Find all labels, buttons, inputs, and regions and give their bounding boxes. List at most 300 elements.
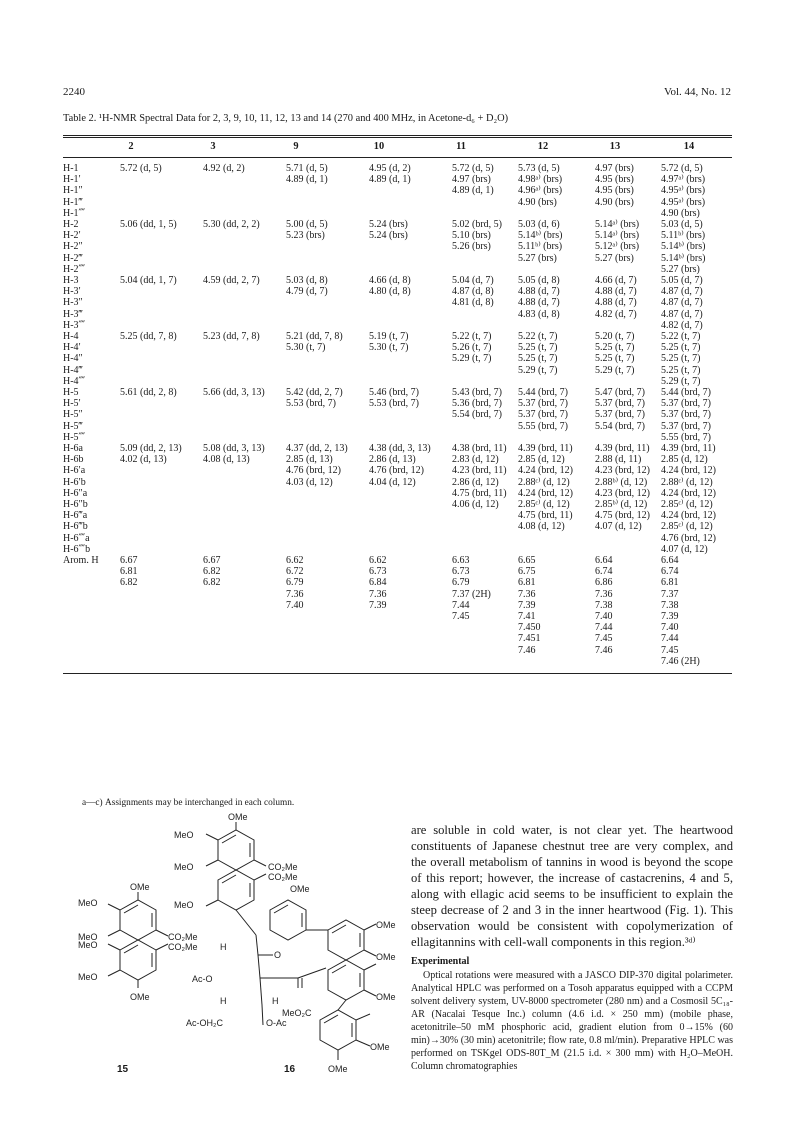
s15-meo-1: MeO <box>78 898 98 908</box>
row-label: H-6a <box>63 443 83 454</box>
table-col-header: 10 <box>373 141 385 152</box>
compound-16-label: 16 <box>284 1064 296 1075</box>
row-label: Arom. H <box>63 555 99 566</box>
table-cell: 6.67 <box>203 555 221 566</box>
table-cell: 4.90 (brs) <box>595 196 634 208</box>
table-cell: 6.79 <box>452 577 470 589</box>
s16-ome-mid: OMe <box>290 884 310 894</box>
s16-meo-1: MeO <box>174 830 194 840</box>
table-bottom-rule <box>63 673 732 674</box>
table-cell: 7.41 <box>518 611 536 622</box>
row-label: H-3′ <box>63 286 81 298</box>
table-row <box>63 376 732 387</box>
table-row <box>63 174 732 185</box>
table-cell: 5.46 (brd, 7) <box>369 387 419 398</box>
row-label: H-2 <box>63 219 79 230</box>
table-cell: 5.22 (t, 7) <box>518 331 558 342</box>
table-cell: 5.72 (d, 5) <box>452 163 494 174</box>
table-cell: 5.25 (t, 7) <box>518 342 558 354</box>
table-cell: 4.87 (d, 7) <box>661 286 703 298</box>
table-cell: 5.37 (brd, 7) <box>595 398 645 410</box>
table-cell: 5.06 (dd, 1, 5) <box>120 219 177 230</box>
row-label: H-2‴ <box>63 252 83 264</box>
table-cell: 4.03 (d, 12) <box>286 476 333 488</box>
table-cell: 4.24 (brd, 12) <box>518 487 573 499</box>
table-cell: 4.37 (dd, 2, 13) <box>286 443 348 454</box>
table-cell: 7.36 <box>595 588 613 600</box>
table-cell: 4.08 (d, 13) <box>203 454 250 466</box>
table-cell: 5.21 (dd, 7, 8) <box>286 331 343 342</box>
table-cell: 6.81 <box>661 577 679 589</box>
table-row <box>63 342 732 353</box>
table-cell: 5.14ᵃ⁾ (brs) <box>595 219 640 230</box>
table-cell: 5.25 (t, 7) <box>661 364 701 376</box>
table-col-header: 2 <box>128 141 134 152</box>
table-row <box>63 409 732 420</box>
table-cell: 4.39 (brd, 11) <box>595 443 650 454</box>
table-row <box>63 230 732 241</box>
table-cell: 5.05 (d, 8) <box>518 275 560 286</box>
row-label: H-4″ <box>63 353 83 365</box>
table-cell: 4.23 (brd, 12) <box>595 465 650 477</box>
table-cell: 5.20 (t, 7) <box>595 331 635 342</box>
table-cell: 7.45 <box>661 644 679 656</box>
row-label: H-3 <box>63 275 79 286</box>
row-label: H-4′ <box>63 342 81 354</box>
table-cell: 4.76 (brd, 12) <box>661 532 716 544</box>
table-cell: 7.38 <box>595 599 613 611</box>
table-row <box>63 544 732 555</box>
footnote-text: Assignments may be interchanged in each column. <box>104 798 295 808</box>
table-cell: 4.89 (d, 1) <box>369 174 411 186</box>
table-cell: 5.55 (brd, 7) <box>518 420 568 432</box>
table-cell: 4.39 (brd, 11) <box>661 443 716 454</box>
table-cell: 5.05 (d, 7) <box>661 275 703 286</box>
table-cell: 5.25 (dd, 7, 8) <box>120 331 177 342</box>
table-cell: 5.72 (d, 5) <box>120 163 162 174</box>
table-cell: 5.61 (dd, 2, 8) <box>120 387 177 398</box>
table-cell: 4.81 (d, 8) <box>452 297 494 309</box>
table-row <box>63 185 732 196</box>
table-cell: 4.02 (d, 13) <box>120 454 167 466</box>
table-cell: 4.82 (d, 7) <box>661 319 703 331</box>
table-col-header: 9 <box>293 141 299 152</box>
compound-15-label: 15 <box>117 1064 129 1075</box>
table-cell: 5.55 (brd, 7) <box>661 431 711 443</box>
table-cell: 5.22 (t, 7) <box>661 331 701 342</box>
row-label: H-2′ <box>63 230 81 242</box>
table-cell: 6.82 <box>203 566 221 578</box>
table-cell: 2.86 (d, 13) <box>369 454 416 466</box>
table-cell: 4.95 (d, 2) <box>369 163 411 174</box>
table-cell: 5.26 (brs) <box>452 241 491 253</box>
table-cell: 5.27 (brs) <box>661 263 700 275</box>
table-cell: 7.39 <box>661 611 679 622</box>
s16-o-1: O <box>274 950 282 960</box>
row-label: H-5′ <box>63 398 81 410</box>
row-label: H-5 <box>63 387 79 398</box>
s16-co2me-1: CO₂Me <box>268 862 298 872</box>
table-cell: 7.45 <box>452 611 470 622</box>
table-cell: 5.29 (t, 7) <box>595 364 635 376</box>
table-cell: 4.96ᵃ⁾ (brs) <box>518 185 563 197</box>
table-cell: 5.08 (dd, 3, 13) <box>203 443 265 454</box>
table-cell: 2.85 (d, 12) <box>518 454 565 466</box>
table-row <box>63 477 732 488</box>
row-label: H-1′ <box>63 174 81 186</box>
table-row <box>63 208 732 219</box>
table-cell: 6.73 <box>452 566 470 578</box>
table-row <box>63 432 732 443</box>
table-row <box>63 387 732 398</box>
table-cell: 2.88ᶜ⁾ (d, 12) <box>518 476 570 488</box>
table-cell: 6.81 <box>518 577 536 589</box>
table-cell: 6.74 <box>595 566 613 578</box>
table-row <box>63 533 732 544</box>
table-cell: 4.90 (brs) <box>518 196 557 208</box>
table-cell: 7.36 <box>286 588 304 600</box>
table-row <box>63 309 732 320</box>
table-row <box>63 163 732 174</box>
table-col-header: 14 <box>683 141 695 152</box>
table-cell: 4.88 (d, 7) <box>595 286 637 298</box>
row-label: H-1 <box>63 163 79 174</box>
table-cell: 6.64 <box>595 555 613 566</box>
table-cell: 7.450 <box>518 622 541 634</box>
table-cell: 5.30 (dd, 2, 2) <box>203 219 260 230</box>
table-cell: 5.00 (d, 5) <box>286 219 328 230</box>
table-cell: 7.40 <box>595 611 613 622</box>
table-cell: 6.86 <box>595 577 613 589</box>
table-cell: 4.75 (brd, 11) <box>518 510 573 522</box>
table-header-row <box>63 135 732 155</box>
table-cell: 5.14ᵇ⁾ (brs) <box>661 241 706 253</box>
table-cell: 2.85 (d, 12) <box>661 454 708 466</box>
row-label: H-2⁗ <box>63 263 86 275</box>
table-cell: 4.66 (d, 8) <box>369 275 411 286</box>
table-cell: 7.44 <box>661 633 679 645</box>
table-cell: 5.10 (brs) <box>452 230 491 242</box>
table-cell: 5.29 (t, 7) <box>452 353 492 365</box>
table-row <box>63 622 732 633</box>
table-row <box>63 264 732 275</box>
table-cell: 7.451 <box>518 633 541 645</box>
row-label: H-5″ <box>63 409 83 421</box>
experimental-text: Optical rotations were measured with a JASCO DIP-370 digital polarimeter. Analytical HPLC was performed on a Tosoh apparatus equipped with a CCPM solvent delivery system, UV-8000 spectrometer (280 nm) and a Cosmosil 5C₁₈-AR (Nacalai Tesque Inc.) column (4.6 i.d. × 250 mm) (mobile phase, acetonitrile–50 mM phosphoric acid, gradient elution from 0→15% (60 min)→30% (30 min) acetonitrile; flow rate, 0.8 ml/min). Preparative HPLC was performed on TSKgel ODS-80T_M (21.5 i.d. × 300 mm) with H₂O–MeOH. Column chromatographies <box>411 970 733 1072</box>
s16-oac: O-Ac <box>266 1018 287 1028</box>
table-cell: 7.39 <box>518 599 536 611</box>
table-row <box>63 365 732 376</box>
table-cell: 5.73 (d, 5) <box>518 163 560 174</box>
table-cell: 5.14ᵇ⁾ (brs) <box>661 252 706 264</box>
table-cell: 5.27 (brs) <box>518 252 557 264</box>
table-cell: 4.24 (brd, 12) <box>518 465 573 477</box>
table-cell: 5.29 (t, 7) <box>518 364 558 376</box>
row-label: H-5‴ <box>63 420 83 432</box>
s15-ome-top: OMe <box>130 882 150 892</box>
table-cell: 4.39 (brd, 11) <box>518 443 573 454</box>
table-row <box>63 253 732 264</box>
table-cell: 5.37 (brd, 7) <box>661 398 711 410</box>
s16-ome-r1: OMe <box>376 920 396 930</box>
row-label: H-6⁗a <box>63 532 90 544</box>
table-cell: 4.38 (dd, 3, 13) <box>369 443 431 454</box>
table-cell: 5.22 (t, 7) <box>452 331 492 342</box>
table-cell: 6.73 <box>369 566 387 578</box>
table-row <box>63 421 732 432</box>
row-label: H-6″a <box>63 487 88 499</box>
table-cell: 4.23 (brd, 12) <box>595 487 650 499</box>
table-row <box>63 320 732 331</box>
table-header-rule <box>63 157 732 158</box>
table-cell: 4.80 (d, 8) <box>369 286 411 298</box>
row-label: H-1⁗ <box>63 207 86 219</box>
table-cell: 4.88 (d, 7) <box>518 286 560 298</box>
page-number: 2240 <box>63 86 85 98</box>
table-cell: 5.25 (t, 7) <box>518 353 558 365</box>
table-cell: 4.87 (d, 7) <box>661 308 703 320</box>
table-row <box>63 454 732 465</box>
table-cell: 5.09 (dd, 2, 13) <box>120 443 182 454</box>
table-cell: 7.40 <box>661 622 679 634</box>
table-cell: 4.75 (brd, 11) <box>452 487 507 499</box>
table-row <box>63 589 732 600</box>
table-cell: 5.25 (t, 7) <box>595 342 635 354</box>
table-cell: 4.98ᵃ⁾ (brs) <box>518 174 563 186</box>
table-cell: 4.95 (brs) <box>595 174 634 186</box>
table-cell: 5.14ᵃ⁾ (brs) <box>595 230 640 242</box>
row-label: H-4⁗ <box>63 375 86 387</box>
table-caption: Table 2. ¹H-NMR Spectral Data for 2, 3, 9, 10, 11, 12, 13 and 14 (270 and 400 MHz, in Acetone-d₆ + D₂O) <box>63 113 509 124</box>
table-cell: 6.82 <box>203 577 221 589</box>
table-cell: 6.62 <box>369 555 387 566</box>
table-cell: 5.44 (brd, 7) <box>661 387 711 398</box>
table-cell: 5.24 (brs) <box>369 219 408 230</box>
s15-co2me-2: CO₂Me <box>168 942 198 952</box>
table-cell: 4.95 (brs) <box>595 185 634 197</box>
table-cell: 4.66 (d, 7) <box>595 275 637 286</box>
table-row <box>63 465 732 476</box>
row-label: H-1″ <box>63 185 83 197</box>
table-cell: 6.75 <box>518 566 536 578</box>
footnote-label: a—c) <box>82 798 103 808</box>
table-cell: 5.02 (brd, 5) <box>452 219 502 230</box>
s16-ome-top: OMe <box>228 812 248 822</box>
table-row <box>63 645 732 656</box>
table-row <box>63 521 732 532</box>
table-row <box>63 510 732 521</box>
table-row <box>63 398 732 409</box>
row-label: H-3⁗ <box>63 319 86 331</box>
table-cell: 6.65 <box>518 555 536 566</box>
table-cell: 7.37 <box>661 588 679 600</box>
s16-ome-r4: OMe <box>370 1042 390 1052</box>
table-row <box>63 611 732 622</box>
table-cell: 4.89 (d, 1) <box>286 174 328 186</box>
row-label: H-3‴ <box>63 308 83 320</box>
s16-acoh2c: Ac-OH₂C <box>186 1018 223 1028</box>
table-cell: 4.24 (brd, 12) <box>661 510 716 522</box>
table-row <box>63 353 732 364</box>
table-row <box>63 577 732 588</box>
row-label: H-6b <box>63 454 84 466</box>
table-cell: 4.82 (d, 7) <box>595 308 637 320</box>
s15-meo-3: MeO <box>78 940 98 950</box>
table-cell: 7.46 <box>518 644 536 656</box>
table-cell: 6.67 <box>120 555 138 566</box>
table-cell: 5.37 (brd, 7) <box>595 409 645 421</box>
table-cell: 5.04 (d, 7) <box>452 275 494 286</box>
table-cell: 5.53 (brd, 7) <box>369 398 419 410</box>
table-cell: 6.79 <box>286 577 304 589</box>
table-cell: 4.06 (d, 12) <box>452 499 499 510</box>
table-cell: 4.89 (d, 1) <box>452 185 494 197</box>
table-cell: 5.71 (d, 5) <box>286 163 328 174</box>
s16-h-2: H <box>220 996 227 1006</box>
chemical-structures <box>58 810 398 1090</box>
s16-co2me-2: CO₂Me <box>268 872 298 882</box>
s16-h-1: H <box>220 942 227 952</box>
table-cell: 4.87 (d, 7) <box>661 297 703 309</box>
table-cell: 7.37 (2H) <box>452 588 491 600</box>
table-cell: 4.97 (brs) <box>452 174 491 186</box>
row-label: H-6″b <box>63 499 88 510</box>
table-cell: 5.37 (brd, 7) <box>661 420 711 432</box>
table-cell: 6.82 <box>120 577 138 589</box>
table-cell: 4.75 (brd, 12) <box>595 510 650 522</box>
s15-meo-2: MeO <box>78 932 98 942</box>
s15-meo-4: MeO <box>78 972 98 982</box>
table-cell: 6.63 <box>452 555 470 566</box>
table-cell: 6.84 <box>369 577 387 589</box>
row-label: H-6′b <box>63 476 86 488</box>
table-cell: 4.88 (d, 7) <box>518 297 560 309</box>
table-cell: 4.95ᵃ⁾ (brs) <box>661 196 706 208</box>
table-cell: 7.40 <box>286 599 304 611</box>
s16-h-3: H <box>272 996 279 1006</box>
table-cell: 6.62 <box>286 555 304 566</box>
table-cell: 2.85ᶜ⁾ (d, 12) <box>661 521 713 533</box>
s15-co2me-1: CO₂Me <box>168 932 198 942</box>
table-cell: 6.81 <box>120 566 138 578</box>
table-cell: 5.03 (d, 5) <box>661 219 703 230</box>
table-col-header: 12 <box>537 141 549 152</box>
row-label: H-6‴b <box>63 521 88 533</box>
table-cell: 5.29 (t, 7) <box>661 375 701 387</box>
table-col-header: 11 <box>456 141 466 152</box>
table-cell: 5.72 (d, 5) <box>661 163 703 174</box>
table-cell: 5.11ᵇ⁾ (brs) <box>518 241 563 253</box>
table-cell: 6.72 <box>286 566 304 578</box>
table-cell: 7.36 <box>369 588 387 600</box>
table-cell: 5.30 (t, 7) <box>286 342 326 354</box>
row-label: H-5⁗ <box>63 431 86 443</box>
table-cell: 5.12ᵃ⁾ (brs) <box>595 241 640 253</box>
table-cell: 4.76 (brd, 12) <box>286 465 341 477</box>
table-cell: 2.85ᵇ⁾ (d, 12) <box>595 499 648 510</box>
table-cell: 4.59 (dd, 2, 7) <box>203 275 260 286</box>
table-cell: 4.04 (d, 12) <box>369 476 416 488</box>
table-cell: 5.30 (t, 7) <box>369 342 409 354</box>
table-cell: 5.47 (brd, 7) <box>595 387 645 398</box>
table-cell: 4.24 (brd, 12) <box>661 465 716 477</box>
table-cell: 5.14ᵇ⁾ (brs) <box>518 230 563 242</box>
table-cell: 4.24 (brd, 12) <box>661 487 716 499</box>
table-row <box>63 600 732 611</box>
table-cell: 5.66 (dd, 3, 13) <box>203 387 265 398</box>
table-cell: 4.83 (d, 8) <box>518 308 560 320</box>
table-cell: 2.85ᶜ⁾ (d, 12) <box>518 499 570 510</box>
table-cell: 2.88ᶜ⁾ (d, 12) <box>661 476 713 488</box>
table-cell: 4.76 (brd, 12) <box>369 465 424 477</box>
body-text-column <box>411 822 733 950</box>
table-cell: 4.23 (brd, 11) <box>452 465 507 477</box>
table-cell: 2.83 (d, 12) <box>452 454 499 466</box>
table-cell: 5.37 (brd, 7) <box>518 409 568 421</box>
s16-aco: Ac-O <box>192 974 213 984</box>
row-label: H-2″ <box>63 241 83 253</box>
table-cell: 5.26 (t, 7) <box>452 342 492 354</box>
table-cell: 4.95ᵃ⁾ (brs) <box>661 185 706 197</box>
table-cell: 7.39 <box>369 599 387 611</box>
table-row <box>63 286 732 297</box>
table-row <box>63 566 732 577</box>
table-cell: 5.23 (dd, 7, 8) <box>203 331 260 342</box>
table-cell: 4.92 (d, 2) <box>203 163 245 174</box>
s16-ome-r3: OMe <box>376 992 396 1002</box>
table-cell: 7.45 <box>595 633 613 645</box>
table-row <box>63 499 732 510</box>
table-cell: 5.03 (d, 8) <box>286 275 328 286</box>
s16-meo-2: MeO <box>174 862 194 872</box>
table-cell: 4.07 (d, 12) <box>595 521 642 533</box>
row-label: H-6′a <box>63 465 86 477</box>
table-cell: 5.03 (d, 6) <box>518 219 560 230</box>
table-cell: 5.53 (brd, 7) <box>286 398 336 410</box>
table-cell: 5.42 (dd, 2, 7) <box>286 387 343 398</box>
journal-volume: Vol. 44, No. 12 <box>663 86 731 98</box>
experimental-heading: Experimental <box>411 956 470 967</box>
table-cell: 2.88 (d, 11) <box>595 454 642 466</box>
row-label: H-3″ <box>63 297 83 309</box>
table-cell: 2.85ᶜ⁾ (d, 12) <box>661 499 713 510</box>
structure-drawing <box>58 810 398 1090</box>
table-cell: 5.11ᵇ⁾ (brs) <box>661 230 706 242</box>
table-row <box>63 197 732 208</box>
table-cell: 5.27 (brs) <box>595 252 634 264</box>
table-cell: 7.46 <box>595 644 613 656</box>
table-col-header: 3 <box>210 141 216 152</box>
table-cell: 5.04 (dd, 1, 7) <box>120 275 177 286</box>
row-label: H-6‴a <box>63 510 88 522</box>
table-cell: 4.97 (brs) <box>595 163 634 174</box>
table-cell: 4.90 (brs) <box>661 207 700 219</box>
s15-ome-bottom: OMe <box>130 992 150 1002</box>
table-cell: 2.85 (d, 13) <box>286 454 333 466</box>
body-paragraph: are soluble in cold water, is not clear yet. The heartwood constituents of Japanese chestnut tree are very complex, and the overall metabolism of tannins in wood is beyond the scope of this report; however, the increase of castacrenins, 4 and 5, along with ellagic acid seems to be insufficient to explain the steep decrease of 2 and 3 in the inner heartwood (Fig. 1). This observation would be consistent with copolymerization of ellagitannins with cell-wall components in this region.³ᵈ⁾ <box>411 823 733 949</box>
table-cell: 5.43 (brd, 7) <box>452 387 502 398</box>
table-cell: 7.44 <box>452 599 470 611</box>
table-cell: 4.38 (brd, 11) <box>452 443 507 454</box>
s16-ome-bottom: OMe <box>328 1064 348 1074</box>
table-cell: 4.79 (d, 7) <box>286 286 328 298</box>
table-cell: 5.19 (t, 7) <box>369 331 409 342</box>
table-col-header: 13 <box>609 141 621 152</box>
table-cell: 5.25 (t, 7) <box>661 342 701 354</box>
table-cell: 2.86 (d, 12) <box>452 476 499 488</box>
table-cell: 5.44 (brd, 7) <box>518 387 568 398</box>
row-label: H-1‴ <box>63 196 83 208</box>
